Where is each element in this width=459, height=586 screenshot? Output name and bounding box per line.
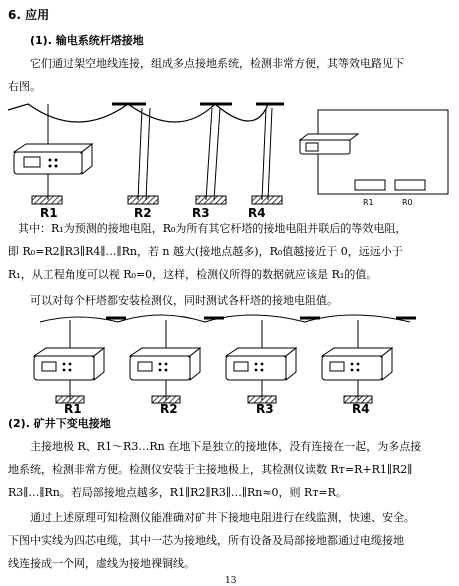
fig2-label-r3: R3	[256, 402, 274, 416]
fig1-label-r3: R3	[192, 206, 210, 220]
fig1-label-r4: R4	[248, 206, 266, 220]
paragraph-2-line-2: 即 R₀=R2∥R3∥R4∥…∥Rn，若 n 越大(接地点越多)，R₀值越接近于 0，远远小于	[8, 245, 403, 258]
eq-label-r0: R0	[402, 198, 413, 207]
paragraph-4-line-3: R3∥…∥Rn。若局部接地点越多，R1∥R2∥R3∥…∥Rn≈0，则 Rт=R。	[8, 486, 347, 499]
subsection-title-1: (1). 输电系统杆塔接地	[30, 34, 144, 47]
fig2-label-r1: R1	[64, 402, 82, 416]
paragraph-2-line-1: 其中：R₁为预测的接地电阻，R₀为所有其它杆塔的接地电阻并联后的等效电阻，	[18, 222, 407, 235]
section-title: 6. 应用	[8, 8, 50, 22]
paragraph-2-line-3: R₁，从工程角度可以视 R₀=0，这样，检测仪所得的数据就应该是 R₁的值。	[8, 268, 378, 281]
paragraph-5-line-2: 下图中实线为四芯电缆，其中一芯为接地线，所有设备及局部接地都通过电缆接地	[8, 534, 404, 547]
page-number: 13	[225, 576, 237, 586]
paragraph-4-line-1: 主接地极 R、R1～R3…Rn 在地下是独立的接地体，没有连接在一起，为多点接	[30, 440, 422, 453]
fig1-label-r2: R2	[134, 206, 152, 220]
subsection-title-2: (2). 矿井下变电接地	[8, 417, 111, 430]
paragraph-1-line-1: 它们通过架空地线连接，组成多点接地系统，检测非常方便，其等效电路见下	[30, 57, 404, 70]
paragraph-1-line-2: 右图。	[8, 80, 41, 93]
paragraph-4-line-2: 地系统，检测非常方便。检测仪安装于主接地极上，其检测仪读数 Rт=R+R1∥R2∥	[8, 463, 413, 476]
paragraph-5-line-1: 通过上述原理可知检测仪能准确对矿井下接地电阻进行在线监测，快速、安全。	[30, 511, 415, 524]
fig2-label-r4: R4	[352, 402, 370, 416]
paragraph-5-line-3: 线连接成一个网，虚线为接地裸铜线。	[8, 557, 195, 570]
paragraph-3: 可以对每个杆塔都安装检测仪，同时测试各杆塔的接地电阻值。	[30, 294, 338, 307]
fig2-label-r2: R2	[160, 402, 178, 416]
eq-label-r1: R1	[363, 198, 374, 207]
fig1-label-r1: R1	[40, 206, 58, 220]
